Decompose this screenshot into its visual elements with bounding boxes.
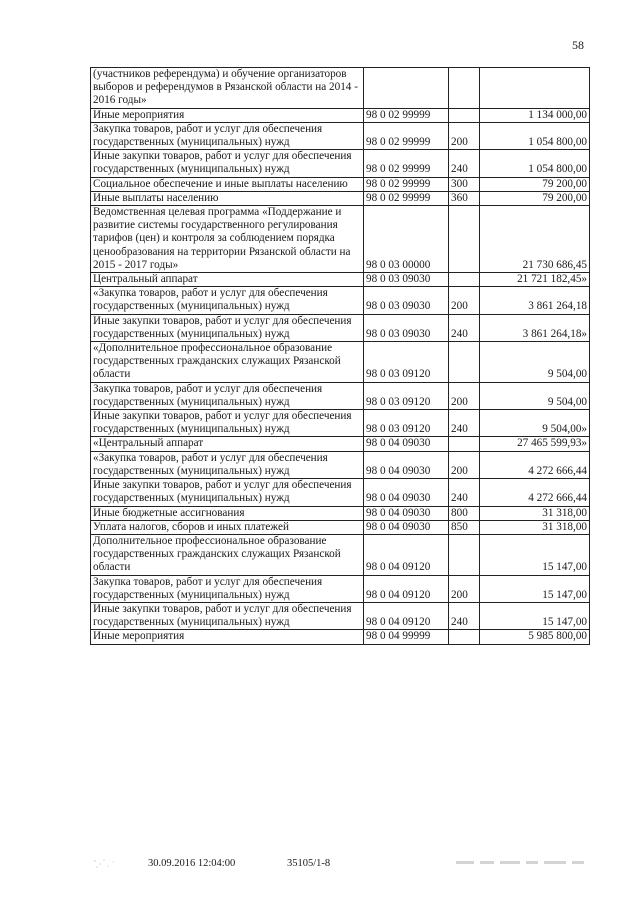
row-name-cell: Иные мероприятия [91,630,364,644]
row-csr-code-cell: 98 0 04 09030 [364,506,449,520]
row-amount-cell: 5 985 800,00 [480,630,590,644]
row-expense-type-cell: 200 [449,575,480,602]
row-csr-code-cell: 98 0 03 09120 [364,382,449,409]
table-row [91,534,590,575]
row-expense-type-cell [449,534,480,575]
row-name-cell: «Закупка товаров, работ и услуг для обеспечения государственных (муниципальных) нужд [91,451,364,478]
row-expense-type-cell: 240 [449,410,480,437]
row-amount-cell: 4 272 666,44 [480,451,590,478]
row-csr-code-cell: 98 0 04 09030 [364,520,449,534]
row-name-cell: Закупка товаров, работ и услуг для обеспечения государственных (муниципальных) нужд [91,122,364,149]
table-row [91,410,590,437]
row-amount-cell: 9 504,00» [480,410,590,437]
row-csr-code-cell: 98 0 02 99999 [364,150,449,177]
row-amount-cell: 21 721 182,45» [480,273,590,287]
row-name-cell: «Центральный аппарат [91,437,364,451]
row-csr-code-cell: 98 0 04 09030 [364,437,449,451]
table-row [91,630,590,644]
table-row [91,506,590,520]
row-expense-type-cell: 800 [449,506,480,520]
row-name-cell: (участников референдума) и обучение организаторов выборов и референдумов в Рязанской области на 2014 - 2016 годы» [91,68,364,109]
row-amount-cell: 79 200,00 [480,191,590,205]
table-row [91,206,590,273]
table-row [91,382,590,409]
table-row [91,437,590,451]
row-expense-type-cell: 300 [449,177,480,191]
row-csr-code-cell: 98 0 02 99999 [364,191,449,205]
row-csr-code-cell: 98 0 03 00000 [364,206,449,273]
row-name-cell: «Дополнительное профессиональное образование государственных гражданских служащих Рязанской области [91,342,364,383]
row-expense-type-cell: 200 [449,122,480,149]
row-amount-cell: 15 147,00 [480,534,590,575]
footer-document-code: 35105/1-8 [287,858,331,869]
table-row [91,287,590,314]
row-name-cell: Центральный аппарат [91,273,364,287]
row-amount-cell: 4 272 666,44 [480,479,590,506]
table-row [91,150,590,177]
row-expense-type-cell [449,108,480,122]
row-name-cell: Иные закупки товаров, работ и услуг для обеспечения государственных (муниципальных) нужд [91,410,364,437]
row-amount-cell: 3 861 264,18» [480,314,590,341]
row-amount-cell: 1 054 800,00 [480,150,590,177]
row-expense-type-cell [449,273,480,287]
row-amount-cell: 21 730 686,45 [480,206,590,273]
row-csr-code-cell: 98 0 04 09030 [364,451,449,478]
row-amount-cell: 1 054 800,00 [480,122,590,149]
table-row [91,68,590,109]
row-amount-cell: 79 200,00 [480,177,590,191]
row-name-cell: Закупка товаров, работ и услуг для обеспечения государственных (муниципальных) нужд [91,575,364,602]
row-expense-type-cell: 200 [449,287,480,314]
row-name-cell: Иные закупки товаров, работ и услуг для обеспечения государственных (муниципальных) нужд [91,479,364,506]
scan-noise-mark [92,858,122,870]
row-expense-type-cell: 240 [449,150,480,177]
table-row [91,273,590,287]
row-csr-code-cell: 98 0 03 09120 [364,410,449,437]
row-csr-code-cell: 98 0 02 99999 [364,108,449,122]
row-csr-code-cell: 98 0 03 09120 [364,342,449,383]
row-expense-type-cell [449,437,480,451]
row-name-cell: Иные бюджетные ассигнования [91,506,364,520]
row-amount-cell [480,68,590,109]
row-expense-type-cell [449,630,480,644]
table-row [91,191,590,205]
row-name-cell: Иные мероприятия [91,108,364,122]
row-amount-cell: 9 504,00 [480,382,590,409]
row-expense-type-cell: 200 [449,382,480,409]
row-name-cell: Иные закупки товаров, работ и услуг для обеспечения государственных (муниципальных) нужд [91,602,364,629]
row-amount-cell: 31 318,00 [480,506,590,520]
footer-date: 30.09.2016 12:04:00 [148,858,236,869]
row-name-cell: Иные закупки товаров, работ и услуг для обеспечения государственных (муниципальных) нужд [91,150,364,177]
table-row [91,108,590,122]
table-row [91,575,590,602]
row-csr-code-cell: 98 0 04 09120 [364,602,449,629]
row-name-cell: Закупка товаров, работ и услуг для обеспечения государственных (муниципальных) нужд [91,382,364,409]
row-amount-cell: 27 465 599,93» [480,437,590,451]
row-name-cell: Уплата налогов, сборов и иных платежей [91,520,364,534]
table-row [91,122,590,149]
row-expense-type-cell [449,68,480,109]
row-amount-cell: 31 318,00 [480,520,590,534]
table-row [91,602,590,629]
budget-table [90,67,590,645]
faint-scan-text [456,860,586,866]
row-expense-type-cell [449,342,480,383]
table-row [91,479,590,506]
row-name-cell: Социальное обеспечение и иные выплаты населению [91,177,364,191]
row-name-cell: Иные выплаты населению [91,191,364,205]
row-expense-type-cell: 200 [449,451,480,478]
row-csr-code-cell: 98 0 04 09120 [364,575,449,602]
row-name-cell: «Закупка товаров, работ и услуг для обеспечения государственных (муниципальных) нужд [91,287,364,314]
row-expense-type-cell: 360 [449,191,480,205]
row-amount-cell: 15 147,00 [480,575,590,602]
row-expense-type-cell: 240 [449,602,480,629]
table-row [91,177,590,191]
row-csr-code-cell: 98 0 03 09030 [364,314,449,341]
table-row [91,314,590,341]
row-amount-cell: 9 504,00 [480,342,590,383]
row-csr-code-cell: 98 0 02 99999 [364,177,449,191]
row-name-cell: Ведомственная целевая программа «Поддержание и развитие системы государственного регулирования тарифов (цен) и контроля за соблюдением порядка ценообразования на территории Рязанской области на 2015 - 2017 годы» [91,206,364,273]
row-amount-cell: 1 134 000,00 [480,108,590,122]
row-expense-type-cell: 240 [449,479,480,506]
row-csr-code-cell: 98 0 02 99999 [364,122,449,149]
row-amount-cell: 3 861 264,18 [480,287,590,314]
table-row [91,520,590,534]
row-expense-type-cell [449,206,480,273]
table-row [91,342,590,383]
budget-table-body [91,68,590,645]
row-csr-code-cell: 98 0 04 09030 [364,479,449,506]
row-csr-code-cell: 98 0 04 09120 [364,534,449,575]
row-amount-cell: 15 147,00 [480,602,590,629]
row-csr-code-cell: 98 0 03 09030 [364,273,449,287]
row-name-cell: Дополнительное профессиональное образование государственных гражданских служащих Рязанской области [91,534,364,575]
row-csr-code-cell: 98 0 04 99999 [364,630,449,644]
row-csr-code-cell: 98 0 03 09030 [364,287,449,314]
row-csr-code-cell [364,68,449,109]
row-expense-type-cell: 240 [449,314,480,341]
row-name-cell: Иные закупки товаров, работ и услуг для обеспечения государственных (муниципальных) нужд [91,314,364,341]
table-row [91,451,590,478]
row-expense-type-cell: 850 [449,520,480,534]
page-number: 58 [572,38,584,52]
